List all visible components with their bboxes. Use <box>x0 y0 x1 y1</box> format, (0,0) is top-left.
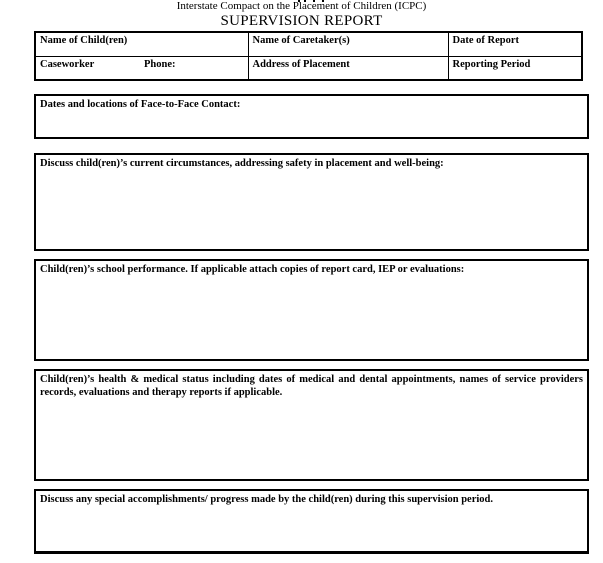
form-subtitle: Interstate Compact on the Placement of Children (ICPC) <box>176 0 427 12</box>
field-school-performance[interactable] <box>34 259 589 361</box>
field-address-of-placement[interactable] <box>248 57 448 81</box>
field-label-reporting-period: Reporting Period <box>452 59 531 70</box>
field-label-address-of-placement: Address of Placement <box>252 59 350 70</box>
field-special-accomplishments[interactable] <box>34 489 589 554</box>
field-label-name-of-caretakers: Name of Caretaker(s) <box>252 35 350 46</box>
field-current-circumstances[interactable] <box>34 153 589 251</box>
field-caseworker-phone[interactable] <box>35 57 248 81</box>
field-label-phone: Phone: <box>144 59 176 70</box>
section-label-face-to-face-contact: Dates and locations of Face-to-Face Contact: <box>40 99 241 110</box>
section-label-special-accomplishments: Discuss any special accomplishments/ progress made by the child(ren) during this supervision period. <box>40 494 494 505</box>
field-health-medical-status[interactable] <box>34 369 589 481</box>
form-title: SUPERVISION REPORT <box>220 13 383 29</box>
section-label-health-medical-line2: records, evaluations and therapy reports if applicable. <box>40 387 283 398</box>
section-label-health-medical-line1: Child(ren)’s health & medical status including dates of medical and dental appointments, names of service providers <box>40 374 583 385</box>
case-info-table <box>34 31 583 81</box>
section-label-school-performance: Child(ren)’s school performance. If applicable attach copies of report card, IEP or evaluations: <box>40 264 465 275</box>
field-face-to-face-contact[interactable] <box>34 94 589 139</box>
field-reporting-period[interactable] <box>448 57 582 81</box>
field-label-caseworker: Caseworker <box>40 59 95 70</box>
field-name-of-children[interactable] <box>35 32 248 57</box>
section-label-current-circumstances: Discuss child(ren)’s current circumstances, addressing safety in placement and well-being: <box>40 158 444 169</box>
field-date-of-report[interactable] <box>448 32 582 57</box>
field-label-date-of-report: Date of Report <box>452 35 519 46</box>
field-label-name-of-children: Name of Child(ren) <box>40 35 128 46</box>
field-name-of-caretakers[interactable] <box>248 32 448 57</box>
